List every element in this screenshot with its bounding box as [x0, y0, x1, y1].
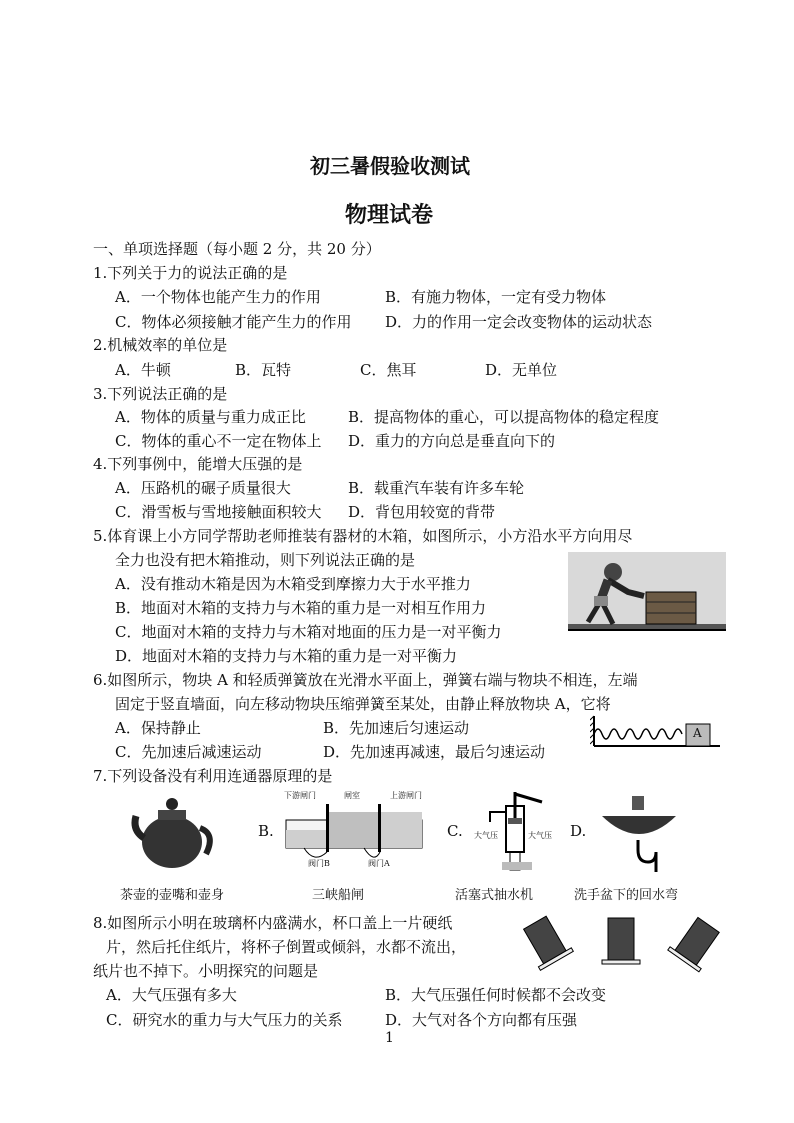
- teapot-figure: [130, 790, 220, 872]
- option-d-label: D.: [570, 822, 587, 840]
- question-8-option-a: A．大气压强有多大: [106, 986, 237, 1004]
- question-8-option-c: C．研究水的重力与大气压力的关系: [106, 1011, 343, 1029]
- caption-teapot: 茶壶的壶嘴和壶身: [120, 888, 225, 903]
- question-6-option-c: C．先加速后减速运动: [115, 743, 262, 761]
- question-5-option-d: D．地面对木箱的支持力与木箱的重力是一对平衡力: [115, 647, 458, 665]
- piston-pump-figure: [472, 788, 562, 872]
- question-6-option-a: A．保持静止: [115, 719, 201, 737]
- question-7-stem: 7.下列设备没有利用连通器原理的是: [93, 767, 333, 785]
- caption-piston-pump: 活塞式抽水机: [455, 888, 534, 903]
- question-4-option-d: D．背包用较宽的背带: [348, 503, 496, 521]
- question-8-stem-line-2: 片，然后托住纸片，将杯子倒置或倾斜，水都不流出，: [106, 938, 467, 956]
- question-3-option-a: A．物体的质量与重力成正比: [115, 408, 306, 426]
- question-6-option-d: D．先加速再减速，最后匀速运动: [323, 743, 546, 761]
- question-8-option-d: D．大气对各个方向都有压强: [385, 1011, 578, 1029]
- question-5-option-b: B．地面对木箱的支持力与木箱的重力是一对相互作用力: [115, 599, 487, 617]
- question-4-option-b: B．载重汽车装有许多车轮: [348, 479, 525, 497]
- question-6-stem-line-2: 固定于竖直墙面，向左移动物块压缩弹簧至某处，由静止释放物块 A，它将: [115, 695, 611, 713]
- question-5-option-c: C．地面对木箱的支持力与木箱对地面的压力是一对平衡力: [115, 623, 502, 641]
- question-2-option-b: B．瓦特: [235, 361, 292, 379]
- lock-label-upstream-gate: 上游闸门: [390, 791, 422, 800]
- paper-title: 物理试卷: [345, 202, 434, 228]
- question-4-stem: 4.下列事例中，能增大压强的是: [93, 455, 303, 473]
- question-1-option-b: B．有施力物体，一定有受力物体: [385, 288, 607, 306]
- option-b-label: B.: [258, 822, 274, 840]
- block-a-label: A: [693, 726, 702, 740]
- question-5-option-a: A．没有推动木箱是因为木箱受到摩擦力大于水平推力: [115, 575, 471, 593]
- boy-pushing-crate-figure: [568, 552, 726, 636]
- lock-label-valve-b: 阀门B: [308, 859, 330, 868]
- inverted-cups-figure: [516, 910, 726, 978]
- question-2-option-c: C．焦耳: [360, 361, 417, 379]
- question-1-option-c: C．物体必须接触才能产生力的作用: [115, 313, 352, 331]
- question-4-option-a: A．压路机的碾子质量很大: [115, 479, 291, 497]
- pump-label-air-pressure-left: 大气压: [474, 831, 498, 840]
- option-c-label: C.: [447, 822, 463, 840]
- caption-wash-basin: 洗手盆下的回水弯: [574, 888, 679, 903]
- lock-label-valve-a: 阀门A: [368, 859, 390, 868]
- question-3-option-b: B．提高物体的重心，可以提高物体的稳定程度: [348, 408, 660, 426]
- lock-label-downstream-gate: 下游闸门: [284, 791, 316, 800]
- question-8-option-b: B．大气压强任何时候都不会改变: [385, 986, 607, 1004]
- pump-label-air-pressure-right: 大气压: [528, 831, 552, 840]
- question-2-stem: 2.机械效率的单位是: [93, 336, 228, 354]
- question-1-stem: 1.下列关于力的说法正确的是: [93, 264, 288, 282]
- page-number: 1: [385, 1030, 394, 1046]
- question-8-stem-line-3: 纸片也不掉下。小明探究的问题是: [93, 962, 319, 980]
- question-1-option-d: D．力的作用一定会改变物体的运动状态: [385, 313, 653, 331]
- question-3-option-c: C．物体的重心不一定在物体上: [115, 432, 322, 450]
- question-3-stem: 3.下列说法正确的是: [93, 385, 228, 403]
- caption-ship-lock: 三峡船闸: [312, 888, 365, 903]
- lock-label-chamber: 闸室: [344, 791, 360, 800]
- question-5-stem-line-2: 全力也没有把木箱推动，则下列说法正确的是: [115, 551, 416, 569]
- ship-lock-figure: [284, 790, 424, 870]
- question-6-option-b: B．先加速后匀速运动: [323, 719, 470, 737]
- question-2-option-a: A．牛顿: [115, 361, 171, 379]
- wash-basin-figure: [594, 792, 684, 874]
- question-5-stem-line-1: 5.体育课上小方同学帮助老师推装有器材的木箱，如图所示，小方沿水平方向用尽: [93, 527, 633, 545]
- question-3-option-d: D．重力的方向总是垂直向下的: [348, 432, 556, 450]
- question-6-stem-line-1: 6.如图所示，物块 A 和轻质弹簧放在光滑水平面上，弹簧右端与物块不相连，左端: [93, 671, 638, 689]
- question-1-option-a: A．一个物体也能产生力的作用: [115, 288, 321, 306]
- question-4-option-c: C．滑雪板与雪地接触面积较大: [115, 503, 322, 521]
- exam-title: 初三暑假验收测试: [310, 154, 470, 178]
- question-2-option-d: D．无单位: [485, 361, 558, 379]
- section-heading: 一、单项选择题（每小题 2 分，共 20 分）: [93, 240, 381, 258]
- question-8-stem-line-1: 8.如图所示小明在玻璃杯内盛满水，杯口盖上一片硬纸: [93, 914, 453, 932]
- spring-block-figure: [590, 712, 724, 752]
